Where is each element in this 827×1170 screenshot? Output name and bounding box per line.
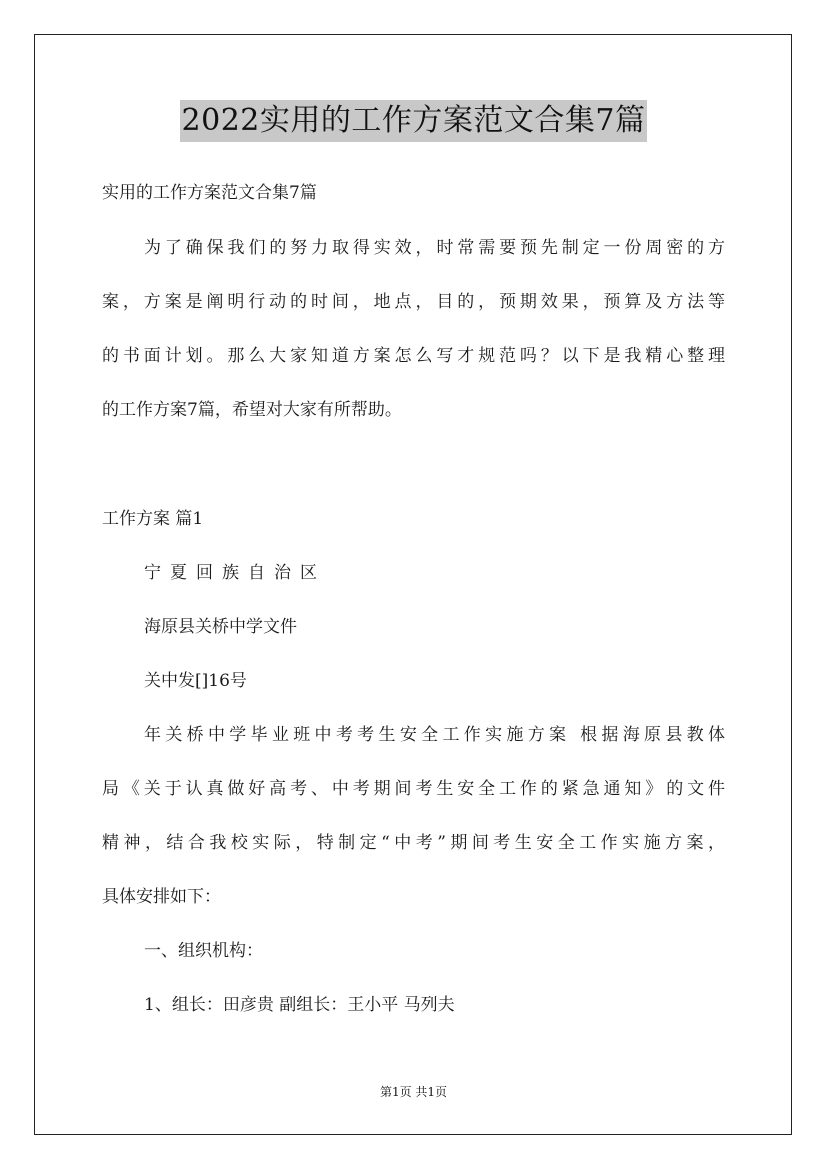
- body-line-2: 局《关于认真做好高考、中考期间考生安全工作的紧急通知》的文件: [102, 779, 725, 799]
- doc-number: 关中发[]16号: [144, 671, 247, 691]
- org-region: 宁夏回族自治区: [144, 563, 326, 583]
- document-subtitle: 实用的工作方案范文合集7篇: [102, 183, 317, 203]
- intro-line-2: 案，方案是阐明行动的时间，地点，目的，预期效果，预算及方法等: [102, 292, 725, 312]
- intro-line-1: 为了确保我们的努力取得实效，时常需要预先制定一份周密的方: [144, 238, 725, 258]
- body-line-1: 年关桥中学毕业班中考考生安全工作实施方案 根据海原县教体: [144, 725, 725, 745]
- intro-line-3: 的书面计划。那么大家知道方案怎么写才规范吗？以下是我精心整理: [102, 346, 725, 366]
- intro-line-4: 的工作方案7篇，希望对大家有所帮助。: [102, 400, 402, 420]
- subheading-organization: 一、组织机构：: [144, 941, 263, 961]
- page-footer: 第1页 共1页: [379, 1085, 448, 1099]
- org-school-doc: 海原县关桥中学文件: [144, 617, 297, 637]
- leader-line: 1、组长：田彦贵 副组长：王小平 马列夫: [144, 995, 455, 1015]
- title-container: [0, 100, 827, 142]
- body-line-4: 具体安排如下：: [102, 887, 221, 907]
- document-title: 2022实用的工作方案范文合集7篇: [180, 100, 648, 142]
- body-line-3: 精神，结合我校实际，特制定“中考”期间考生安全工作实施方案，: [102, 833, 725, 853]
- section-heading: 工作方案 篇1: [102, 509, 204, 529]
